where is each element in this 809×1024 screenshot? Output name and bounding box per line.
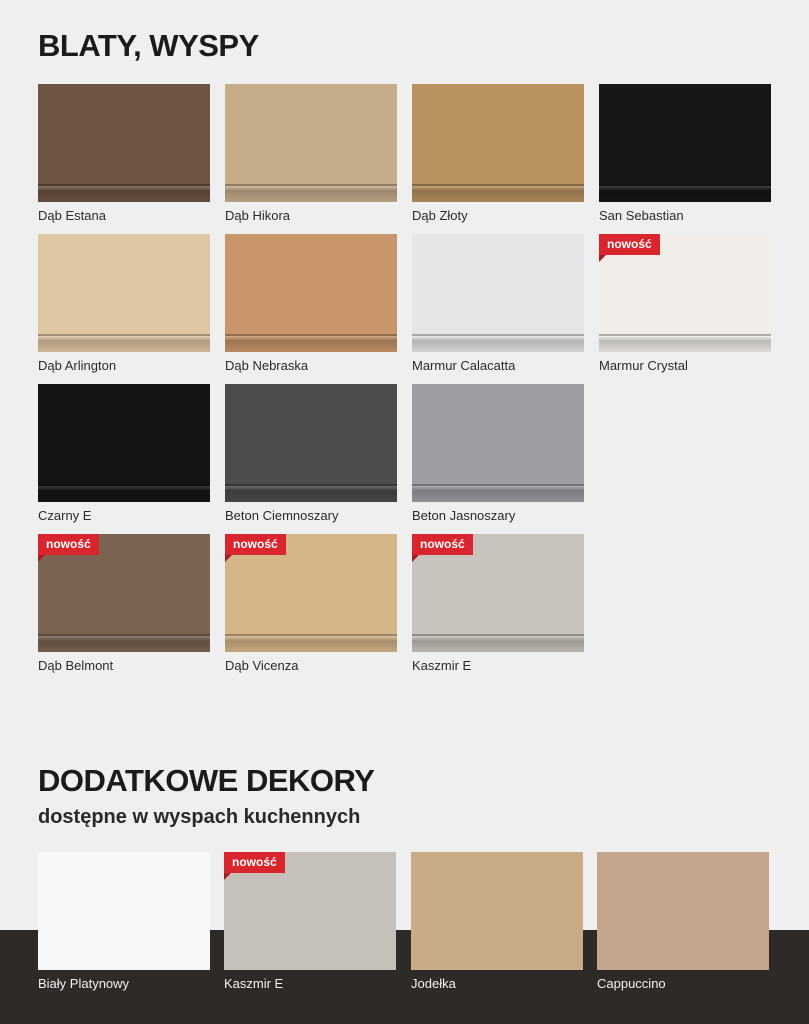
swatch-image (597, 852, 769, 970)
edge-profile (412, 636, 584, 652)
swatch-image (225, 534, 397, 652)
edge-profile (38, 486, 210, 502)
edge-profile (412, 186, 584, 202)
swatch-image (224, 852, 396, 970)
swatch-image (38, 384, 210, 502)
new-badge: nowość (412, 534, 473, 555)
swatch-label: Beton Ciemnoszary (225, 508, 339, 523)
edge-profile (225, 186, 397, 202)
swatch-card (412, 84, 584, 223)
swatch-label: Dąb Vicenza (225, 658, 299, 673)
section-subtitle: dostępne w wyspach kuchennych (38, 806, 361, 828)
page-title: BLATY, WYSPY (38, 28, 259, 63)
swatch-label: Kaszmir E (412, 658, 472, 673)
swatch-card (412, 234, 584, 373)
edge-profile (599, 186, 771, 202)
swatch-card (225, 84, 397, 223)
swatch-card (38, 534, 210, 673)
swatch-image (225, 234, 397, 352)
swatch-label: Cappuccino (597, 976, 666, 991)
swatch-label: Beton Jasnoszary (412, 508, 516, 523)
swatch-card (599, 234, 771, 373)
swatch-card (412, 384, 584, 523)
swatch-card (225, 234, 397, 373)
edge-profile (225, 486, 397, 502)
swatch-label: Dąb Belmont (38, 658, 114, 673)
swatch-label: Dąb Estana (38, 208, 106, 223)
edge-profile (225, 636, 397, 652)
swatch-image (412, 384, 584, 502)
new-badge: nowość (38, 534, 99, 555)
edge-profile (412, 336, 584, 352)
swatch-card (38, 234, 210, 373)
swatch-label: Czarny E (38, 508, 92, 523)
swatch-card (38, 384, 210, 523)
swatch-image (225, 84, 397, 202)
swatch-image (38, 84, 210, 202)
swatch-card (411, 852, 583, 991)
swatch-label: San Sebastian (599, 208, 684, 223)
swatch-card (224, 852, 396, 991)
new-badge: nowość (599, 234, 660, 255)
swatch-label: Kaszmir E (224, 976, 284, 991)
swatch-image (412, 84, 584, 202)
swatch-card (38, 84, 210, 223)
swatch-image (38, 234, 210, 352)
swatch-label: Dąb Arlington (38, 358, 117, 373)
edge-profile (412, 486, 584, 502)
swatch-card (597, 852, 769, 991)
swatch-image (599, 234, 771, 352)
swatch-card (38, 852, 210, 991)
swatch-card (225, 534, 397, 673)
swatch-image (225, 384, 397, 502)
edge-profile (225, 336, 397, 352)
swatch-label: Marmur Crystal (599, 358, 688, 373)
edge-profile (38, 636, 210, 652)
swatch-label: Biały Platynowy (38, 976, 130, 991)
swatch-card (599, 84, 771, 223)
swatch-image (412, 534, 584, 652)
swatch-label: Marmur Calacatta (412, 358, 516, 373)
swatch-image (599, 84, 771, 202)
swatch-image (38, 534, 210, 652)
swatch-card (412, 534, 584, 673)
swatch-label: Dąb Nebraska (225, 358, 309, 373)
swatch-label: Jodełka (411, 976, 456, 991)
swatch-card (225, 384, 397, 523)
swatch-label: Dąb Hikora (225, 208, 291, 223)
section-title: DODATKOWE DEKORY (38, 763, 375, 798)
new-badge: nowość (224, 852, 285, 873)
edge-profile (38, 336, 210, 352)
swatch-label: Dąb Złoty (412, 208, 468, 223)
swatch-image (412, 234, 584, 352)
swatch-image (38, 852, 210, 970)
swatch-image (411, 852, 583, 970)
new-badge: nowość (225, 534, 286, 555)
edge-profile (599, 336, 771, 352)
edge-profile (38, 186, 210, 202)
